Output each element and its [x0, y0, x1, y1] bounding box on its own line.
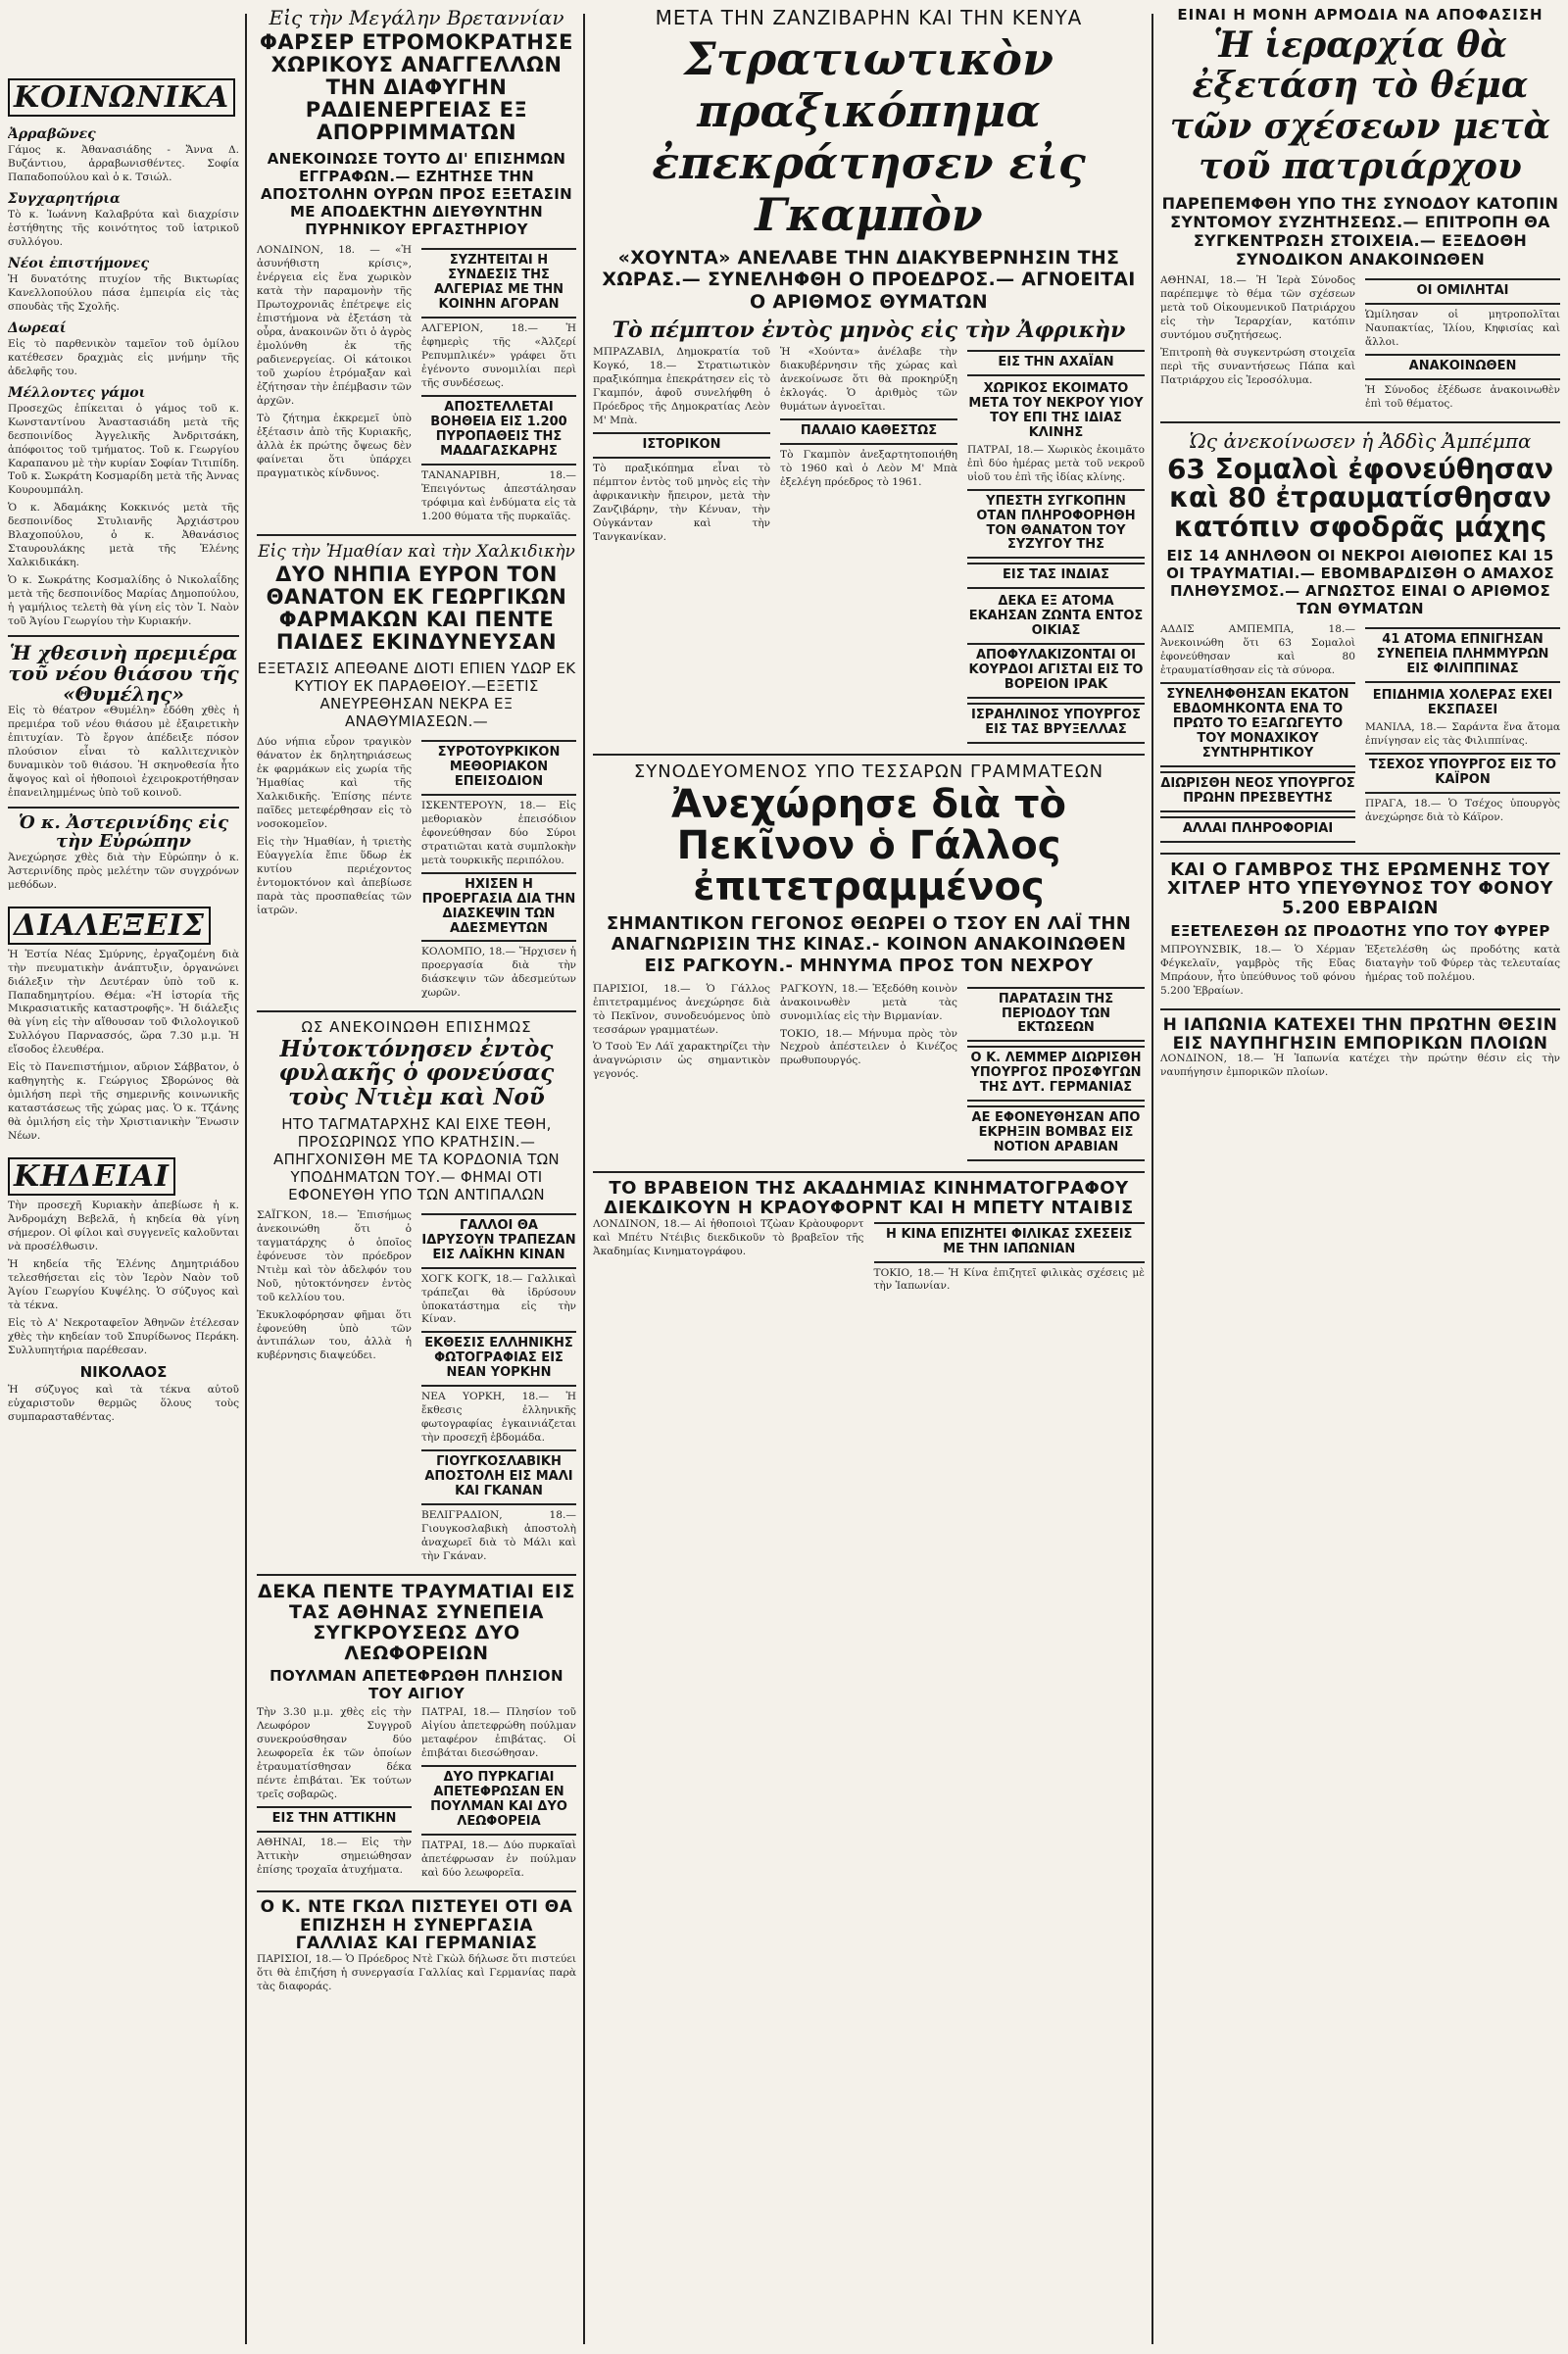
paragraph: ΡΑΓΚΟΥΝ, 18.— Ἐξεδόθη κοινὸν ἀνακοινωθὲν μετὰ τὰς συνομιλίας εἰς τὴν Βιρμανίαν. [780, 982, 957, 1022]
subhead-buses: ΠΟΥΛΜΑΝ ΑΠΕΤΕΦΡΩΘΗ ΠΛΗΣΙΟΝ ΤΟΥ ΑΙΓΙΟΥ [270, 1667, 564, 1703]
paragraph: Ἡ δυνατότης πτυχίον τῆς Βικτωρίας Κανελλοπούλου πάσα ἐμπειρία εἰς τὰς σπουδὰς τῆς Σχολῆς. [8, 272, 239, 313]
paragraph: Τὸ ζήτημα ἐκκρεμεῖ ὑπὸ ἐξέτασιν ἀπὸ τῆς Κυριακῆς, ἀλλὰ ἐκ πρώτης ὄψεως δὲν φαίνεται ὅτι ὑπάρχει πραγματικὸς κίνδυνος. [257, 413, 412, 479]
paragraph: Εἰς τὸ Πανεπιστήμιον, αὔριον Σάββατον, ὁ καθηγητὴς κ. Γεώργιος Σβορώνος θὰ ὁμιλήση περὶ τῆς σημερινῆς κοινωνικῆς καταστάσεως τῆς χώρας μας. Ὁ κ. Τζάνης θὰ ὁμιλήση εἰς τὴν Χριστιανικὴν Ἕνωσιν Νέων. [8, 1061, 239, 1143]
subhead-infants: ΕΞΕΤΑΣΙΣ ΑΠΕΘΑΝΕ ΔΙΟΤΙ ΕΠΙΕΝ ΥΔΩΡ ΕΚ ΚΥΤΙΟΥ ΕΚ ΠΑΡΑΘΕΙΟΥ.—ΕΞΕΤΙΣ ΑΝΕΥΡΕΘΗΣΑΝ ΝΕΚΡΑ ΕΞ ΑΝΑΘΥΜΙΑΣΕΩΝ.— [257, 660, 576, 731]
paragraph: Γάμος κ. Ἀθανασιάδης - Ἄννα Δ. Βυζάντιου, ἀρραβωνισθέντες. Σοφία Παπαδοπούλου καὶ ὁ κ. Τσιώλ. [8, 144, 239, 183]
paragraph: ΤΟΚΙΟ, 18.— Ἡ Κίνα ἐπιζητεῖ φιλικὰς σχέσεις μὲ τὴν Ἰαπωνίαν. [873, 1266, 1145, 1293]
paragraph: ΜΑΝΙΛΑ, 18.— Σαράντα ἕνα ἄτομα ἐπνίγησαν εἰς τὰς Φιλιππίνας. [1365, 720, 1560, 747]
headline-infants: ΔΥΟ ΝΗΠΙΑ ΕΥΡΟΝ ΤΟΝ ΘΑΝΑΤΟΝ ΕΚ ΓΕΩΡΓΙΚΩΝ ΦΑΡΜΑΚΩΝ ΚΑΙ ΠΕΝΤΕ ΠΑΙΔΕΣ ΕΚΙΝΔΥΝΕΥΣΑΝ [266, 562, 567, 654]
paragraph: Ἡ κηδεία τῆς Ἑλένης Δημητριάδου τελεσθήσεται εἰς τὸν Ἱερὸν Ναὸν τοῦ Ἁγίου Γεωργίου Κυψέλης. Ὁ σύζυγος καὶ τὰ τέκνα. [8, 1258, 239, 1311]
paragraph: ΠΑΡΙΣΙΟΙ, 18.— Ὁ Γάλλος ἐπιτετραμμένος ἀνεχώρησε διὰ τὸ Πεκῖνον, συνοδευόμενος ὑπὸ τεσσάρων γραμματέων. [593, 982, 770, 1036]
divider [1160, 1008, 1560, 1010]
kicker-britain: Εἰς τὴν Μεγάλην Βρεταννίαν [269, 6, 564, 29]
paragraph: Προσεχῶς ἐπίκειται ὁ γάμος τοῦ κ. Κωνσταντίνου Ἀναστασιάδη μετὰ τῆς δεσποινίδος Ἀγγελικῆς Ἀνδριτσάκη, ἀπόφοιτος τοῦ τμήματος. Τοῦ κ. Γεωργίου Καραπανου μὲ τὴν κυρίαν Σοφίαν Τιτιπίδη. Τοῦ κ. Σωκράτη Κοσμαρίδη μετὰ τῆς Ἀννας Κουρουμπάλη. [8, 402, 239, 497]
paragraph: ΜΠΡΟΥΝΣΒΙΚ, 18.— Ὁ Χέρμαν Φέγκελαϊν, γαμβρὸς τῆς Εὔας Μπράουν, ἦτο ὑπεύθυνος τοῦ φόνου 5.200 Ἑβραίων. [1160, 943, 1355, 997]
headline-de-gaulle: Ο Κ. ΝΤΕ ΓΚΩΛ ΠΙΣΤΕΥΕΙ ΟΤΙ ΘΑ ΕΠΙΖΗΣΗ Η ΣΥΝΕΡΓΑΣΙΑ ΓΑΛΛΙΑΣ ΚΑΙ ΓΕΡΜΑΝΙΑΣ [260, 1896, 573, 1954]
paragraph: ΛΟΝΔΙΝΟΝ, 18.— Ἡ Ἰαπωνία κατέχει τὴν πρώτην θέσιν εἰς τὴν ναυπήγησιν ἐμπορικῶν πλοίων. [1160, 1053, 1560, 1079]
box-india-headline: ΔΕΚΑ ΕΞ ΑΤΟΜΑ ΕΚΑΗΣΑΝ ΖΩΝΤΑ ΕΝΤΟΣ ΟΙΚΙΑΣ [968, 594, 1144, 639]
rubric-congrats: Συγχαρητήρια [8, 190, 121, 207]
divider [8, 635, 239, 637]
box-china-japan: Η ΚΙΝΑ ΕΠΙΖΗΤΕΙ ΦΙΛΙΚΑΣ ΣΧΕΣΕΙΣ ΜΕ ΤΗΝ ΙΑΠΩΝΙΑΝ [874, 1222, 1146, 1263]
astrinidis-title: Ὁ κ. Ἀστερινίδης εἰς τὴν Εὐρώπην [18, 811, 229, 852]
subhead-farmer: ΑΝΕΚΟΙΝΩΣΕ ΤΟΥΤΟ ΔΙ' ΕΠΙΣΗΜΩΝ ΕΓΓΡΑΦΩΝ.— ΕΖΗΤΗΣΕ ΤΗΝ ΑΠΟΣΤΟΛΗΝ ΟΥΡΩΝ ΠΡΟΣ ΕΞΕΤΑΣΙΝ ΜΕ ΑΠΟΔΕΚΤΗΝ ΔΙΕΥΘΥΝΤΗΝ ΠΥΡΗΝΙΚΟΥ ΕΡΓΑΣΤΗΡΙΟΥ [261, 150, 572, 239]
headline-hitler: ΚΑΙ Ο ΓΑΜΒΡΟΣ ΤΗΣ ΕΡΩΜΕΝΗΣ ΤΟΥ ΧΙΤΛΕΡ ΗΤΟ ΥΠΕΥΘΥΝΟΣ ΤΟΥ ΦΟΝΟΥ 5.200 ΕΒΡΑΙΩΝ [1166, 858, 1554, 919]
kicker-addis: Ὡς ἀνεκοίνωσεν ἡ Ἀδδὶς Ἀμπέμπα [1189, 429, 1532, 454]
paragraph: Ἀνεχώρησε χθὲς διὰ τὴν Εὐρώπην ὁ κ. Ἀστερινίδης πρὸς μελέτην τῶν συγχρόνων μεθόδων. [8, 851, 239, 891]
box-nonaligned: ΗΧΙΣΕΝ Η ΠΡΟΕΡΓΑΣΙΑ ΔΙΑ ΤΗΝ ΔΙΑΣΚΕΨΙΝ ΤΩΝ ΑΔΕΣΜΕΥΤΩΝ [421, 872, 576, 943]
paragraph: ΣΑΪΓΚΟΝ, 18.— Ἐπισήμως ἀνεκοινώθη ὅτι ὁ ταγματάρχης ὁ ὁποῖος ἐφόνευσε τὸν πρόεδρον Ντιὲμ καὶ τὸν ἀδελφόν του Νοῦ, ηὐτοκτόνησεν ἐντὸς τοῦ κελλίου του. [257, 1208, 412, 1303]
subhead-hierarchy: ΠΑΡΕΠΕΜΦΘΗ ΥΠΟ ΤΗΣ ΣΥΝΟΔΟΥ ΚΑΤΟΠΙΝ ΣΥΝΤΟΜΟΥ ΣΥΖΗΤΗΣΕΩΣ.— ΕΠΙΤΡΟΠΗ ΘΑ ΣΥΓΚΕΝΤΡΩΣΗ ΣΤΟΙΧΕΙΑ.— ΕΞΕΔΟΘΗ ΣΥΝΟΔΙΚΟΝ ΑΝΑΚΟΙΝΩΘΕΝ [1161, 193, 1559, 270]
headline-suicide: Ηὐτοκτόνησεν ἐντὸς φυλακῆς ὁ φονεύσας τοὺς Ντιὲμ καὶ Νοῦ [278, 1036, 555, 1110]
box-photo-exhibit: ΕΚΘΕΣΙΣ ΕΛΛΗΝΙΚΗΣ ΦΩΤΟΓΡΑΦΙΑΣ ΕΙΣ ΝΕΑΝ ΥΟΡΚΗΝ [421, 1331, 576, 1387]
premiere-title: Ἡ χθεσινὴ πρεμιέρα τοῦ νέου θιάσου τῆς «Θυμέλης» [8, 641, 239, 707]
box-israel: ΙΣΡΑΗΛΙΝΟΣ ΥΠΟΥΡΓΟΣ ΕΙΣ ΤΑΣ ΒΡΥΞΕΛΛΑΣ [967, 703, 1145, 744]
box-regime: ΠΑΛΑΙΟ ΚΑΘΕΣΤΩΣ [780, 418, 957, 445]
rubric-weddings: Μέλλοντες γάμοι [8, 384, 146, 401]
headline-hierarchy: Ἡ ἱεραρχία θὰ ἐξετάση τὸ θέμα τῶν σχέσεων μετὰ τοῦ πατριάρχου [1169, 25, 1551, 188]
box-yugoslav: ΓΙΟΥΓΚΟΣΛΑΒΙΚΗ ΑΠΟΣΤΟΛΗ ΕΙΣ ΜΑΛΙ ΚΑΙ ΓΚΑΝΑΝ [421, 1449, 576, 1505]
column-3 [593, 0, 1145, 2354]
divider [257, 1010, 576, 1012]
divider [593, 1171, 1145, 1173]
paragraph: ΠΑΡΙΣΙΟΙ, 18.— Ὁ Πρόεδρος Ντὲ Γκὼλ δήλωσε ὅτι πιστεύει ὅτι θὰ ἐπιζήση ἡ συνεργασία Γαλλίας καὶ Γερμανίας παρὰ τὰς διαφοράς. [257, 1952, 576, 1992]
column-4 [1160, 0, 1560, 2354]
box-lemmer: Ο Κ. ΛΕΜΜΕΡ ΔΙΩΡΙΣΘΗ ΥΠΟΥΡΓΟΣ ΠΡΟΣΦΥΓΩΝ ΤΗΣ ΔΥΤ. ΓΕΡΜΑΝΙΑΣ [967, 1046, 1145, 1102]
paragraph: Εἰς τὸ θέατρον «Θυμέλη» ἐδόθη χθὲς ἡ πρεμιέρα τοῦ νέου θιάσου μὲ ἐξαιρετικὴν ἐπιτυχίαν. Τὸ ἔργον ἀπέδειξε πόσον πλούσιον εἶναι τὸ καλλιτεχνικὸν δυναμικὸν τοῦ θιάσου. Ἡ σκηνοθεσία ἦτο ἄψογος καὶ οἱ ἠθοποιοὶ ἐχειροκροτήθησαν ἐπανειλημμένως ὑπὸ τοῦ κοινοῦ. [8, 705, 239, 799]
box-extensions: ΠΑΡΑΤΑΣΙΝ ΤΗΣ ΠΕΡΙΟΔΟΥ ΤΩΝ ΕΚΤΩΣΕΩΝ [967, 987, 1145, 1043]
kicker-imathia: Εἰς τὴν Ἠμαθίαν καὶ τὴν Χαλκιδικὴν [258, 541, 575, 562]
box-floods: 41 ΑΤΟΜΑ ΕΠΝΙΓΗΣΑΝ ΣΥΝΕΠΕΙΑ ΠΛΗΜΜΥΡΩΝ ΕΙΣ ΦΙΛΙΠΠΙΝΑΣ [1365, 627, 1560, 683]
box-attica: ΕΙΣ ΤΗΝ ΑΤΤΙΚΗΝ [257, 1806, 412, 1833]
paragraph: ΛΟΝΔΙΝΟΝ, 18. — «Ἡ ἀσυνήθιστη κρίσις», ἐνέργεια εἰς ἕνα χωρικὸν κατὰ τὴν παραμονὴν τῆς Πρωτοχρονιᾶς ἐπέτρεψε εἰς ἐπιστήμονα νὰ ἐξετάση τὰ οὖρα, ἀνακοινῶν ὅτι ὁ ἀγρὸς ἐμολύνθη ἐκ τῆς ραδιενεργείας. Οἱ κάτοικοι τοῦ χωρίου ἐτρόμαξαν καὶ ἐζήτησαν τὴν ἐπέμβασιν τῶν ἀρχῶν. [257, 244, 412, 408]
paragraph: Ἐκυκλοφόρησαν φῆμαι ὅτι ἐφονεύθη ὑπὸ τῶν ἀντιπάλων του, ἀλλὰ ἡ κυβέρνησις διαψεύδει. [257, 1308, 412, 1362]
box-arrests: ΣΥΝΕΛΗΦΘΗΣΑΝ ΕΚΑΤΟΝ ΕΒΔΟΜΗΚΟΝΤΑ ΕΝΑ ΤΟ ΠΡΩΤΟ ΤΟ ΕΞΑΓΩΓΕΥΤΟ ΤΟΥ ΜΟΝΑΧΙΚΟΥ ΣΥΝΤΗΡΗΤΙΚΟΥ [1160, 682, 1355, 767]
divider [1160, 853, 1560, 855]
headline-somalis: 63 Σομαλοὶ ἐφονεύθησαν καὶ 80 ἐτραυματίσθησαν κατόπιν σφοδρᾶς μάχης [1166, 453, 1554, 543]
box-madagascar: ΑΠΟΣΤΕΛΛΕΤΑΙ ΒΟΗΘΕΙΑ ΕΙΣ 1.200 ΠΥΡΟΠΑΘΕΙΣ ΤΗΣ ΜΑΔΑΓΑΣΚΑΡΗΣ [421, 395, 576, 466]
subhead-gabon: «ΧΟΥΝΤΑ» ΑΝΕΛΑΒΕ ΤΗΝ ΔΙΑΚΥΒΕΡΝΗΣΙΝ ΤΗΣ ΧΩΡΑΣ.— ΣΥΝΕΛΗΦΘΗ Ο ΠΡΟΕΔΡΟΣ.— ΑΓΝΟΕΙΤΑΙ Ο ΑΡΙΘΜΟΣ ΘΥΜΑΤΩΝ [602, 246, 1136, 314]
box-cholera: ΕΠΙΔΗΜΙΑ ΧΟΛΕΡΑΣ ΕΧΕΙ ΕΚΣΠΑΣΕΙ [1372, 688, 1553, 717]
subhead-somalis: ΕΙΣ 14 ΑΝΗΛΘΟΝ ΟΙ ΝΕΚΡΟΙ ΑΙΘΙΟΠΕΣ ΚΑΙ 15 ΟΙ ΤΡΑΥΜΑΤΙΑΙ.— ΕΒΟΜΒΑΡΔΙΣΘΗ Ο ΑΜΑΧΟΣ ΠΛΗΘΥΣΜΟΣ.— ΑΓΝΩΣΤΟΣ ΕΙΝΑΙ Ο ΑΡΙΘΜΟΣ ΤΩΝ ΘΥΜΑΤΩΝ [1166, 547, 1554, 618]
headline-buses: ΔΕΚΑ ΠΕΝΤΕ ΤΡΑΥΜΑΤΙΑΙ ΕΙΣ ΤΑΣ ΑΘΗΝΑΣ ΣΥΝΕΠΕΙΑ ΣΥΓΚΡΟΥΣΕΩΣ ΔΥΟ ΛΕΩΦΟΡΕΙΩΝ [258, 1580, 575, 1664]
paragraph: ΧΟΓΚ ΚΟΓΚ, 18.— Γαλλικαὶ τράπεζαι θὰ ἱδρύσουν ὑποκατάστημα εἰς τὴν Κίναν. [421, 1272, 576, 1326]
paragraph: Εἰς τὸ Α' Νεκροταφεῖον Ἀθηνῶν ἐτέλεσαν χθὲς τὴν κηδείαν τοῦ Σπυρίδωνος Περάκη. Συλλυπητήρια παρέθεσαν. [8, 1316, 239, 1356]
box-achaia-headline: ΧΩΡΙΚΟΣ ΕΚΟΙΜΑΤΟ ΜΕΤΑ ΤΟΥ ΝΕΚΡΟΥ ΥΙΟΥ ΤΟΥ ΕΠΙ ΤΗΣ ΙΔΙΑΣ ΚΛΙΝΗΣ [968, 380, 1144, 440]
paragraph: Εἰς τὸ παρθενικὸν ταμεῖον τοῦ ὁμίλου κατέθεσεν δραχμὰς εἰς μνήμην τῆς ἀδελφῆς του. [8, 337, 239, 377]
divider [8, 807, 239, 809]
subhead-peking: ΣΗΜΑΝΤΙΚΟΝ ΓΕΓΟΝΟΣ ΘΕΩΡΕΙ Ο ΤΣΟΥ ΕΝ ΛΑΪ ΤΗΝ ΑΝΑΓΝΩΡΙΣΙΝ ΤΗΣ ΚΙΝΑΣ.- ΚΟΙΝΟΝ ΑΝΑΚΟΙΝΩΘΕΝ ΕΙΣ ΡΑΓΚΟΥΝ.- ΜΗΝΥΜΑ ΠΡΟΣ ΤΟΝ ΝΕΧΡΟΥ [606, 912, 1132, 977]
paragraph: Δύο νήπια εὗρον τραγικὸν θάνατον ἐκ δηλητηριάσεως ἐκ φαρμάκων εἰς χωρία τῆς Ἠμαθίας καὶ τῆς Χαλκιδικῆς. Ἐπίσης πέντε παῖδες μετεφέρθησαν εἰς τὸ νοσοκομεῖον. [257, 736, 412, 830]
kicker-gabon: ΜΕΤΑ ΤΗΝ ΖΑΝΖΙΒΑΡΗΝ ΚΑΙ ΤΗΝ ΚΕΝΥΑ [655, 6, 1083, 29]
paragraph: Ἐξετελέσθη ὡς προδότης κατὰ διαταγὴν τοῦ Φύρερ τὰς τελευταίας ἡμέρας τοῦ πολέμου. [1365, 943, 1560, 983]
paragraph: ΚΟΛΟΜΠΟ, 18.— Ἤρχισεν ἡ προεργασία διὰ τὴν διάσκεψιν τῶν ἀδεσμεύτων χωρῶν. [421, 946, 576, 1000]
paragraph: Τὴν προσεχῆ Κυριακὴν ἀπεβίωσε ἡ κ. Ἀνδρομάχη Βεβελᾶ, ἡ κηδεία θὰ γίνη σήμερον. Οἱ φίλοι καὶ συγγενεῖς καλοῦνται νὰ προσέλθωσιν. [8, 1200, 239, 1253]
section-title-social: ΚΟΙΝΩΝΙΚΑ [8, 78, 235, 117]
rubric-donations: Δωρεαί [8, 319, 67, 336]
box-other: ΑΛΛΑΙ ΠΛΗΡΟΦΟΡΙΑΙ [1160, 816, 1355, 843]
box-achaia: ΕΙΣ ΤΗΝ ΑΧΑΪΑΝ [967, 350, 1145, 376]
rubric-engagements: Ἀρραβῶνες [8, 126, 96, 142]
paragraph: Ὁ Τσοὺ Ἐν Λάϊ χαρακτηρίζει τὴν ἀναγνώρισιν ὡς σημαντικὸν γεγονός. [593, 1041, 770, 1081]
paragraph: ΑΘΗΝΑΙ, 18.— Ἡ Ἱερὰ Σύνοδος παρέπεμψε τὸ θέμα τῶν σχέσεων μετὰ τοῦ Οἰκουμενικοῦ Πατριάρχου εἰς τὴν Ἱεραρχίαν, κατόπιν συντόμου συζητήσεως. [1160, 274, 1355, 342]
kicker-official: ΩΣ ΑΝΕΚΟΙΝΩΘΗ ΕΠΙΣΗΜΩΣ [301, 1018, 532, 1037]
box-fires: ΔΥΟ ΠΥΡΚΑΓΙΑΙ ΑΠΕΤΕΦΡΩΣΑΝ ΕΝ ΠΟΥΛΜΑΝ ΚΑΙ ΔΥΟ ΛΕΩΦΟΡΕΙΑ [421, 1765, 576, 1836]
box-history: ΙΣΤΟΡΙΚΟΝ [593, 432, 770, 459]
paragraph: ΑΔΔΙΣ ΑΜΠΕΜΠΑ, 18.— Ἀνεκοινώθη ὅτι 63 Σομαλοὶ ἐφονεύθησαν καὶ 80 ἐτραυματίσθησαν εἰς τὰ σύνορα. [1160, 623, 1355, 677]
kicker-hierarchy: ΕΙΝΑΙ Η ΜΟΝΗ ΑΡΜΟΔΙΑ ΝΑ ΑΠΟΦΑΣΙΣΗ [1177, 6, 1544, 24]
paragraph: Εἰς τὴν Ἡμαθίαν, ἡ τριετὴς Εὐαγγελία ἔπιε ὕδωρ ἐκ κυτίου περιέχοντος ἐντομοκτόνον καὶ ἀπεβίωσε παρὰ τὰς προσπαθείας τῶν ἰατρῶν. [257, 835, 412, 916]
divider [257, 1574, 576, 1576]
box-minister: ΔΙΩΡΙΣΘΗ ΝΕΟΣ ΥΠΟΥΡΓΟΣ ΠΡΩΗΝ ΠΡΕΣΒΕΥΤΗΣ [1160, 771, 1355, 812]
rubric-new-scientists: Νέοι ἐπιστήμονες [8, 255, 150, 271]
paragraph: ΙΣΚΕΝΤΕΡΟΥΝ, 18.— Εἰς μεθοριακὸν ἐπεισόδιον ἐφονεύθησαν δύο Σύροι στρατιῶται κατὰ συμπλοκὴν μετὰ τουρκικῆς περιπόλου. [421, 799, 576, 866]
divider [1160, 421, 1560, 423]
column-society [8, 0, 239, 2354]
paragraph: ΛΟΝΔΙΝΟΝ, 18.— Αἱ ἠθοποιοὶ Τζὼαν Κρὰουφορντ καὶ Μπέτυ Ντέιβις διεκδικοῦν τὸ βραβεῖον τῆς Ἀκαδημίας Κινηματογράφου. [593, 1217, 864, 1257]
paragraph: Ἡ Σύνοδος ἐξέδωσε ἀνακοινωθὲν ἐπὶ τοῦ θέματος. [1365, 384, 1560, 411]
column-rule [583, 14, 585, 2344]
headline-gabon: Στρατιωτικὸν πραξικόπημα ἐπεκράτησεν εἰς Γκαμπὸν [652, 32, 1086, 241]
column-rule [245, 14, 247, 2344]
subhead-hitler: ΕΞΕΤΕΛΕΣΘΗ ΩΣ ΠΡΟΔΟΤΗΣ ΥΠΟ ΤΟΥ ΦΥΡΕΡ [1170, 921, 1550, 940]
box-french-bank: ΓΑΛΛΟΙ ΘΑ ΙΔΡΥΣΟΥΝ ΤΡΑΠΕΖΑΝ ΕΙΣ ΛΑΪΚΗΝ ΚΙΝΑΝ [421, 1213, 576, 1269]
subhead-africa: Τὸ πέμπτον ἐντὸς μηνὸς εἰς τὴν Ἀφρικὴν [612, 317, 1126, 343]
paragraph: Τὸ πραξικόπημα εἶναι τὸ πέμπτον ἐντὸς τοῦ μηνὸς εἰς τὴν ἀφρικανικὴν ἤπειρον, μετὰ τὴν Ζανζιβάρην, τὴν Κένυαν, τὴν Οὐγκάνταν καὶ τὴν Τανγκανίκαν. [593, 462, 770, 543]
divider [593, 754, 1145, 756]
paragraph: Τὴν 3.30 μ.μ. χθὲς εἰς τὴν Λεωφόρον Συγγροῦ συνεκρούσθησαν δύο λεωφορεῖα ἐκ τῶν ὁποίων ἐτραυματίσθησαν δέκα πέντε ἐπιβάται. Ἐκ τούτων τρεῖς σοβαρῶς. [257, 1706, 412, 1801]
divider [257, 534, 576, 536]
headline-farmer: ΦΑΡΣΕΡ ΕΤΡΟΜΟΚΡΑΤΗΣΕ ΧΩΡΙΚΟΥΣ ΑΝΑΓΓΕΛΛΩΝ ΤΗΝ ΔΙΑΦΥΓΗΝ ΡΑΔΙΕΝΕΡΓΕΙΑΣ ΕΞ ΑΠΟΡΡΙΜΜΑΤΩΝ [259, 30, 574, 145]
paragraph: ΠΑΤΡΑΙ, 18.— Δύο πυρκαϊαὶ ἀπετέφρωσαν ἐν πούλμαν καὶ δύο λεωφορεῖα. [421, 1839, 576, 1879]
box-kurds: ΑΠΟΦΥΛΑΚΙΖΟΝΤΑΙ ΟΙ ΚΟΥΡΔΟΙ ΑΓΙΣΤΑΙ ΕΙΣ ΤΟ ΒΟΡΕΙΟΝ ΙΡΑΚ [967, 643, 1145, 699]
paragraph: ΠΑΤΡΑΙ, 18.— Χωρικὸς ἐκοιμᾶτο ἐπὶ δύο ἡμέρας μετὰ τοῦ νεκροῦ υἱοῦ του ἐπὶ τῆς ἰδίας κλίνης. [967, 443, 1145, 483]
paragraph: ΠΡΑΓΑ, 18.— Ὁ Τσέχος ὑπουργὸς ἀνεχώρησε διὰ τὸ Κάϊρον. [1365, 797, 1560, 823]
paragraph: ΑΘΗΝΑΙ, 18.— Εἰς τὴν Ἀττικὴν σημειώθησαν ἐπίσης τροχαῖα ἀτυχήματα. [257, 1837, 412, 1877]
subhead-suicide: ΗΤΟ ΤΑΓΜΑΤΑΡΧΗΣ ΚΑΙ ΕΙΧΕ ΤΕΘΗ, ΠΡΟΣΩΡΙΝΩΣ ΥΠΟ ΚΡΑΤΗΣΙΝ.— ΑΠΗΓΧΟΝΙΣΘΗ ΜΕ ΤΑ ΚΟΡΔΟΝΙΑ ΤΩΝ ΥΠΟΔΗΜΑΤΩΝ ΤΟΥ.— ΦΗΜΑΙ ΟΤΙ ΕΦΟΝΕΥΘΗ ΥΠΟ ΤΩΝ ΑΝΤΙΠΑΛΩΝ [273, 1114, 560, 1203]
box-arabia: ΑΕ ΕΦΟΝΕΥΘΗΣΑΝ ΑΠΟ ΕΚΡΗΞΙΝ ΒΟΜΒΑΣ ΕΙΣ ΝΟΤΙΟΝ ΑΡΑΒΙΑΝ [967, 1105, 1145, 1161]
paragraph: Ἡ «Χούντα» ἀνέλαβε τὴν διακυβέρνησιν τῆς χώρας καὶ ἀνεκοίνωσε ὅτι θὰ προκηρύξη ἐκλογάς. Ὁ ἀριθμὸς τῶν θυμάτων ἀγνοεῖται. [780, 346, 957, 413]
paragraph: Ὁ κ. Σωκράτης Κοσμαλίδης ὁ Νικολαΐδης μετὰ τῆς δεσποινίδος Μαρίας Δημοπούλου, ἡ γαμήλιος τελετὴ θὰ γίνη εἰς τὸν Ἱ. Ναὸν τοῦ Ἁγίου Γεωργίου τὴν Κυριακήν. [8, 574, 239, 628]
paragraph: Ἐπιτροπὴ θὰ συγκεντρώση στοιχεῖα περὶ τῆς συναντήσεως Πάπα καὶ Πατριάρχου εἰς Ἱεροσόλυμα. [1160, 347, 1355, 387]
box-czech: ΤΣΕΧΟΣ ΥΠΟΥΡΓΟΣ ΕΙΣ ΤΟ ΚΑΪΡΟΝ [1365, 753, 1560, 794]
paragraph: ΤΑΝΑΝΑΡΙΒΗ, 18.— Ἐπειγόντως ἀπεστάλησαν τρόφιμα καὶ ἐνδύματα εἰς τὰ 1.200 θύματα τῆς πυρκαϊᾶς. [421, 468, 576, 522]
divider [257, 1890, 576, 1892]
paragraph: ΝΕΑ ΥΟΡΚΗ, 18.— Ἡ ἔκθεσις ἐλληνικῆς φωτογραφίας ἐγκαινιάζεται τὴν προσεχῆ ἑβδομάδα. [421, 1391, 576, 1445]
headline-peking: Ἀνεχώρησε διὰ τὸ Πεκῖνον ὁ Γάλλος ἐπιτετραμμένος [671, 781, 1066, 909]
column-rule [1152, 14, 1153, 2344]
paragraph: Ὁ κ. Ἀδαμάκης Κοκκινός μετὰ τῆς δεσποινίδος Στυλιανῆς Ἀρχιάστρου Βλαχοπούλου, ὁ κ. Ἀθανάσιος Σταυρουλάκης μετὰ τῆς Ἑλένης Χαλκιδικάκη. [8, 502, 239, 569]
box-syncope: ΥΠΕΣΤΗ ΣΥΓΚΟΠΗΝ ΟΤΑΝ ΠΛΗΡΟΦΟΡΗΘΗ ΤΟΝ ΘΑΝΑΤΟΝ ΤΟΥ ΣΥΖΥΓΟΥ ΤΗΣ [967, 489, 1145, 560]
box-announcement: ΑΝΑΚΟΙΝΩΘΕΝ [1365, 354, 1560, 380]
paragraph: ΜΠΡΑΖΑΒΙΛ, Δημοκρατία τοῦ Κογκό, 18.— Στρατιωτικὸν πραξικόπημα ἐπεκράτησεν εἰς τὸ Γκαμπόν, ἀφοῦ συνελήφθη ὁ Πρόεδρος τῆς Δημοκρατίας Λεὸν Μ' Μπὰ. [593, 346, 770, 426]
box-speakers: ΟΙ ΟΜΙΛΗΤΑΙ [1365, 278, 1560, 305]
box-algeria: ΣΥΖΗΤΕΙΤΑΙ Η ΣΥΝΔΕΣΙΣ ΤΗΣ ΑΛΓΕΡΙΑΣ ΜΕ ΤΗΝ ΚΟΙΝΗΝ ΑΓΟΡΑΝ [421, 248, 576, 319]
section-title-lectures: ΔΙΑΛΕΞΕΙΣ [8, 907, 211, 945]
paragraph: ΑΛΓΕΡΙΟΝ, 18.— Ἡ ἐφημερὶς τῆς «Ἀλζερί Ρεπυμπλικέν» γράφει ὅτι ἐγένοντο συνομιλίαι περὶ τῆς συνδέσεως. [421, 322, 576, 390]
paragraph: Ἡ Ἑστία Νέας Σμύρνης, ἐργαζομένη διὰ τὴν πνευματικὴν ἀνάπτυξιν, ὀργανώνει διάλεξιν τὴν Δευτέραν ὑπὸ τοῦ κ. Παπαδημητρίου. Θέμα: «Ἡ ἱστορία τῆς Μικρασιατικῆς καταστροφῆς». Ἡ διάλεξις θὰ γίνη εἰς τὴν αἴθουσαν τοῦ Φιλολογικοῦ Συλλόγου Παρνασσός, ὥρα 7.30 μ.μ. Ἡ εἴσοδος ἐλευθέρα. [8, 948, 239, 1056]
name-label: ΝΙΚΟΛΑΟΣ [79, 1362, 168, 1381]
box-india: ΕΙΣ ΤΑΣ ΙΝΔΙΑΣ [967, 563, 1145, 589]
paragraph: Τὸ κ. Ἰωάννη Καλαβρύτα καὶ διαχρίσιν ἑστήθητης τῆς κοινότητος τοῦ ἰατρικοῦ συλλόγου. [8, 208, 239, 248]
paragraph: Τὸ Γκαμπὸν ἀνεξαρτητοποιήθη τὸ 1960 καὶ ὁ Λεὸν Μ' Μπὰ ἐξελέγη πρόεδρος τὸ 1961. [780, 448, 957, 488]
column-2 [257, 0, 576, 2354]
paragraph: Ἡ σύζυγος καὶ τὰ τέκνα αὐτοῦ εὐχαριστοῦν θερμῶς ὅλους τοὺς συμπαρασταθέντας. [8, 1384, 239, 1423]
paragraph: ΠΑΤΡΑΙ, 18.— Πλησίον τοῦ Αἰγίου ἀπετεφρώθη πούλμαν μεταφέρον ἐπιβάτας. Οἱ ἐπιβάται διεσώθησαν. [421, 1706, 576, 1760]
headline-japan: Η ΙΑΠΩΝΙΑ ΚΑΤΕΧΕΙ ΤΗΝ ΠΡΩΤΗΝ ΘΕΣΙΝ ΕΙΣ ΝΑΥΠΗΓΗΣΙΝ ΕΜΠΟΡΙΚΩΝ ΠΛΟΙΩΝ [1162, 1014, 1558, 1054]
paragraph: ΒΕΛΙΓΡΑΔΙΟΝ, 18.— Γιουγκοσλαβικὴ ἀποστολὴ ἀναχωρεῖ διὰ τὸ Μάλι καὶ τὴν Γκάναν. [421, 1508, 576, 1562]
headline-oscar: ΤΟ ΒΡΑΒΕΙΟΝ ΤΗΣ ΑΚΑΔΗΜΙΑΣ ΚΙΝΗΜΑΤΟΓΡΑΦΟΥ ΔΙΕΚΔΙΚΟΥΝ Η ΚΡΑΟΥΦΟΡΝΤ ΚΑΙ Η ΜΠΕΤΥ ΝΤΑΙΒΙΣ [604, 1178, 1134, 1218]
paragraph: ΤΟΚΙΟ, 18.— Μήνυμα πρὸς τὸν Νεχροὺ ἀπέστειλεν ὁ Κινέζος πρωθυπουργός. [780, 1027, 957, 1067]
section-title-funerals: ΚΗΔΕΙΑΙ [8, 1157, 175, 1196]
box-syro-turkish: ΣΥΡΟΤΟΥΡΚΙΚΟΝ ΜΕΘΟΡΙΑΚΟΝ ΕΠΕΙΣΟΔΙΟΝ [421, 740, 576, 796]
kicker-secretaries: ΣΥΝΟΔΕΥΟΜΕΝΟΣ ΥΠΟ ΤΕΣΣΑΡΩΝ ΓΡΑΜΜΑΤΕΩΝ [633, 760, 1104, 782]
paragraph: Ὡμίλησαν οἱ μητροπολῖται Ναυπακτίας, Ἰλίου, Κηφισίας καὶ ἄλλοι. [1365, 309, 1560, 349]
